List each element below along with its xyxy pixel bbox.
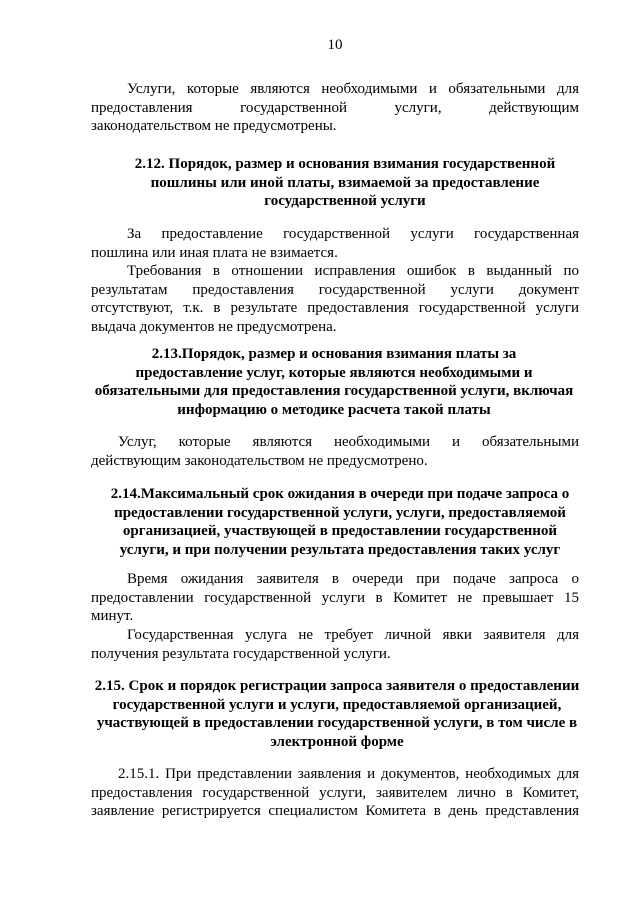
heading-line: 2.12. Порядок, размер и основания взимания государственной (134, 156, 556, 172)
paragraph-line: предоставления государственной услуги, заявителем лично в Комитет, (91, 784, 579, 801)
paragraph-line: результатам предоставления государственной услуги документ (91, 281, 579, 298)
heading-line: обязательными для предоставления государственной услуги, включая (94, 383, 574, 399)
paragraph-line: пошлина или иная плата не взимается. (91, 244, 338, 261)
paragraph-line: получения результата государственной услуги. (91, 645, 391, 662)
paragraph-line: Услуг, которые являются необходимыми и обязательными (118, 434, 579, 450)
section-2-15-paragraph (91, 765, 579, 821)
heading-line: пошлины или иной платы, взимаемой за предоставление (150, 174, 540, 191)
heading-line: участвующей в предоставлении государственной услуги, в том числе в (96, 715, 578, 731)
paragraph-line: заявление регистрируется специалистом Комитета в день представления (91, 803, 579, 819)
section-2-14-paragraph-1 (91, 570, 579, 626)
paragraph-line: Время ожидания заявителя в очереди при подаче запроса о (127, 571, 579, 587)
page-number: 10 (327, 37, 343, 53)
section-2-14-paragraph-2 (91, 626, 579, 663)
heading-line: государственной услуги и услуги, предоставляемой организацией, (112, 696, 562, 713)
paragraph-line: выдача документов не предусмотрена. (91, 318, 337, 335)
heading-line: предоставлении государственной услуги, услуги, предоставляемой (114, 504, 566, 521)
intro-line: предоставления государственной услуги, действующим (91, 99, 579, 116)
paragraph-line: действующим законодательством не предусмотрено. (91, 452, 428, 469)
paragraph-line: предоставлении государственной услуги в Комитет не превышает 15 (91, 589, 579, 606)
heading-line: 2.15. Срок и порядок регистрации запроса заявителя о предоставлении (94, 678, 580, 694)
intro-line: Услуги, которые являются необходимыми и обязательными для (127, 81, 579, 97)
heading-line: услуги, и при получении результата предоставления таких услуг (119, 541, 561, 558)
section-2-15-heading (82, 677, 592, 751)
heading-line: информацию о методике расчета такой платы (177, 401, 491, 418)
section-2-12-paragraph-1 (91, 225, 579, 262)
section-2-14-heading (90, 485, 590, 559)
paragraph-line: 2.15.1. При представлении заявления и документов, необходимых для (118, 766, 579, 782)
paragraph-line: Государственная услуга не требует личной явки заявителя для (127, 627, 579, 643)
intro-paragraph (91, 80, 579, 136)
paragraph-line: отсутствуют, т.к. в результате предоставления государственной услуги (91, 300, 579, 316)
section-2-12-heading (100, 155, 590, 211)
heading-line: организацией, участвующей в предоставлении государственной (122, 523, 558, 539)
paragraph-line: Требования в отношении исправления ошибок в выданный по (127, 263, 579, 279)
heading-line: 2.13.Порядок, размер и основания взимания платы за (151, 346, 517, 362)
section-2-12-paragraph-2 (91, 262, 579, 336)
heading-line: электронной форме (270, 733, 404, 750)
paragraph-line: минут. (91, 608, 134, 624)
section-2-13-heading (84, 345, 584, 419)
heading-line: 2.14.Максимальный срок ожидания в очереди при подаче запроса о (110, 486, 570, 502)
heading-line: предоставление услуг, которые являются необходимыми и (135, 364, 533, 381)
paragraph-line: За предоставление государственной услуги государственная (127, 226, 579, 242)
intro-line: законодательством не предусмотрены. (91, 118, 337, 134)
heading-line: государственной услуги (264, 193, 426, 209)
section-2-13-paragraph (91, 433, 579, 470)
